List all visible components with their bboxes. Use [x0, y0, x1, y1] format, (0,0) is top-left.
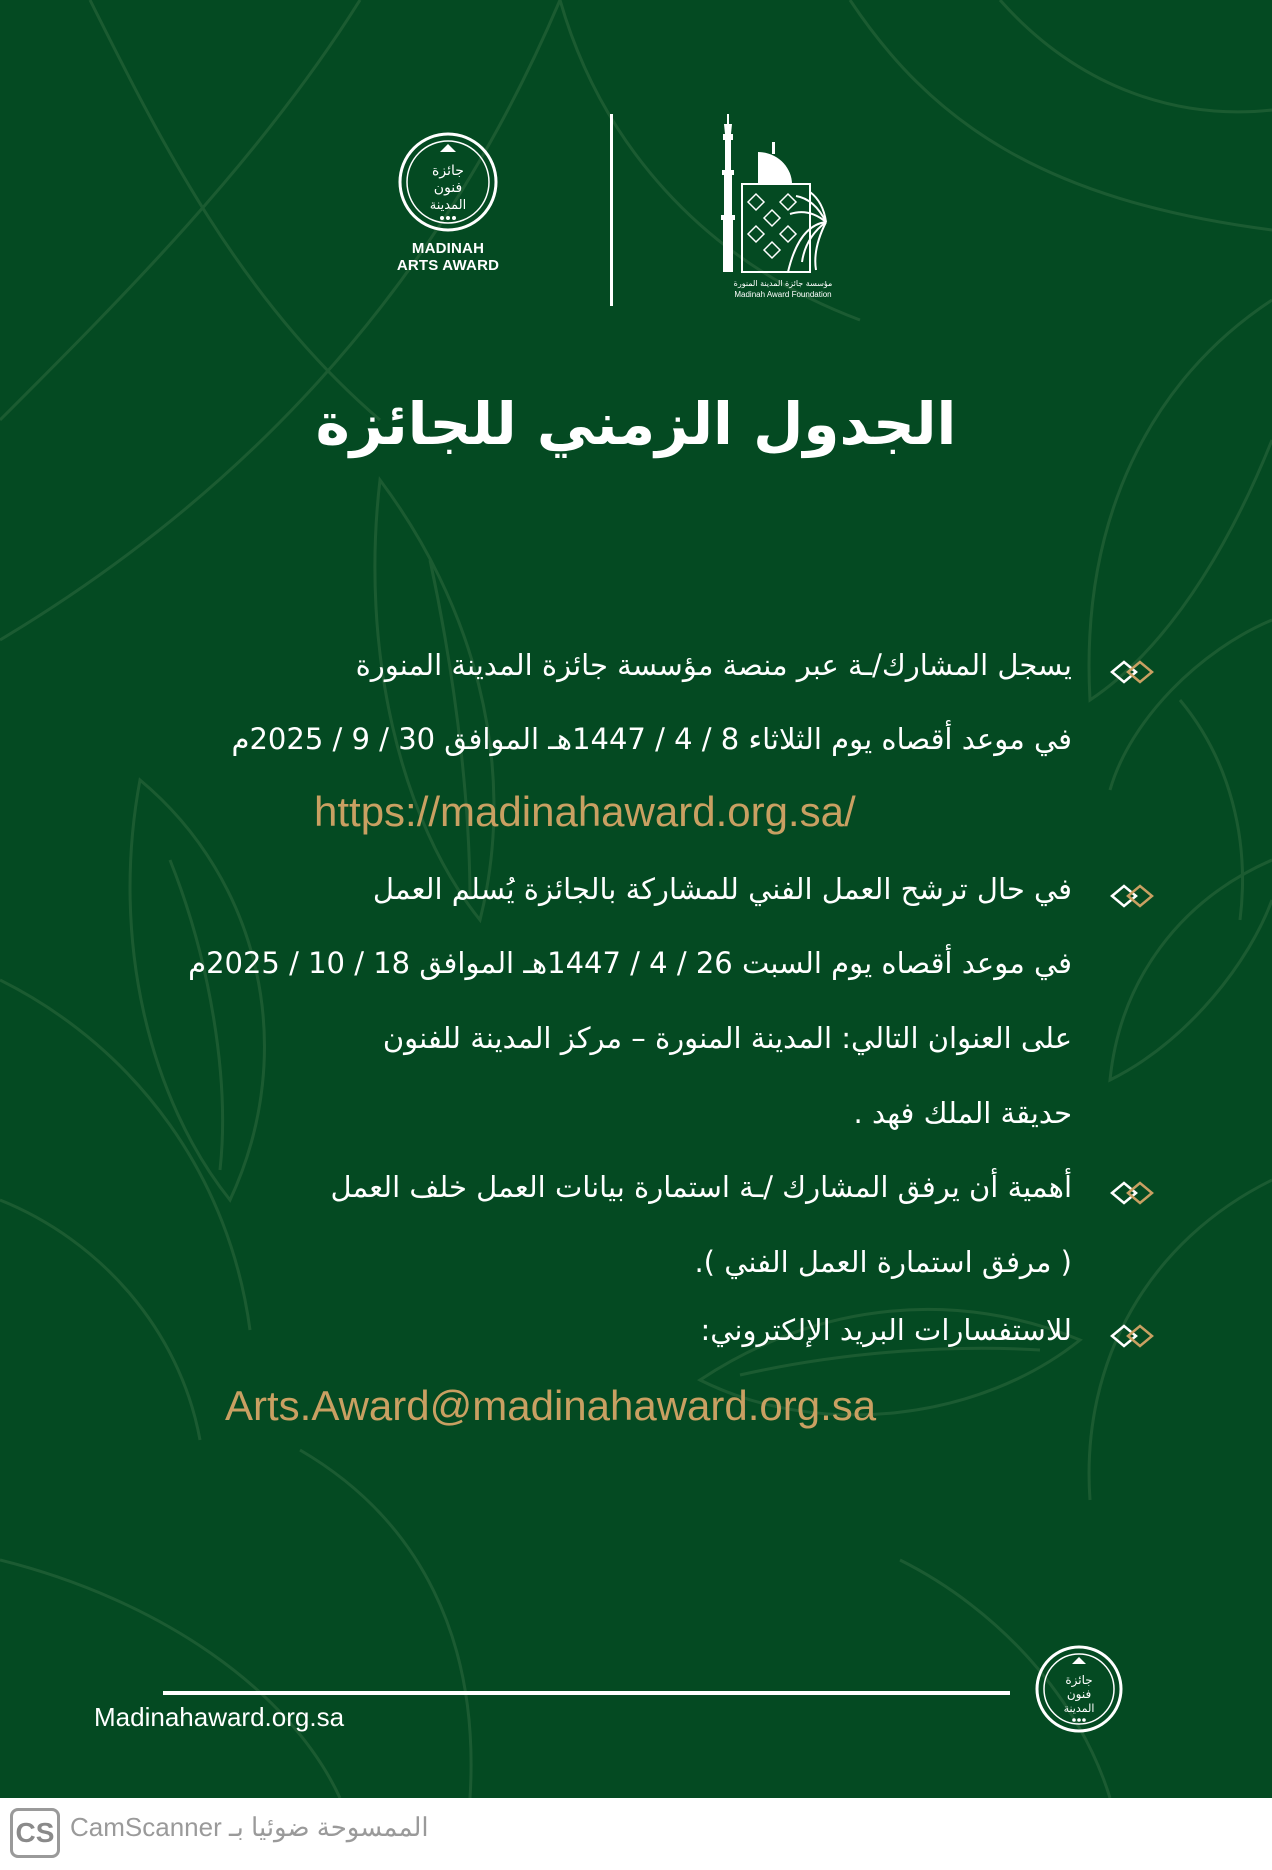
- item2-line3: على العنوان التالي: المدينة المنورة – مركز المدينة للفنون: [382, 1021, 1072, 1055]
- double-diamond-bullet-icon: [1108, 1322, 1156, 1350]
- foundation-name-english: Madinah Award Foundation: [734, 290, 832, 299]
- footer-seal-line2: فنون: [1066, 1687, 1092, 1701]
- arts-seal-line1: جائزة: [432, 163, 464, 179]
- page-title: الجدول الزمني للجائزة: [315, 390, 957, 458]
- arts-seal-line3: المدينة: [429, 198, 467, 213]
- footer-url[interactable]: Madinahaward.org.sa: [94, 1702, 345, 1732]
- arts-award-name-line2: ARTS AWARD: [396, 257, 500, 274]
- foundation-name-arabic: مؤسسة جائزة المدينة المنورة: [733, 279, 833, 288]
- camscanner-watermark-text: CamScanner الممسوحة ضوئيا بـ: [70, 1812, 429, 1842]
- double-diamond-bullet-icon: [1108, 882, 1156, 910]
- camscanner-logo: CS: [10, 1808, 60, 1858]
- item2-line4: حديقة الملك فهد .: [853, 1096, 1072, 1130]
- item3-line2: ( مرفق استمارة العمل الفني ).: [694, 1245, 1072, 1279]
- arts-seal-line2: فنون: [433, 180, 463, 196]
- footer-seal-line1: جائزة: [1065, 1673, 1093, 1687]
- footer-seal-line3: المدينة: [1063, 1702, 1095, 1715]
- item3-line1: أهمية أن يرفق المشارك /ـة استمارة بيانات العمل خلف العمل: [330, 1170, 1072, 1204]
- footer-divider: [163, 1691, 1010, 1695]
- footer-arts-seal-icon: [1034, 1644, 1124, 1734]
- arts-award-name-line1: MADINAH: [411, 240, 485, 257]
- item1-line2: في موعد أقصاه يوم الثلاثاء 8 / 4 / 1447هـ الموافق 30 / 9 / 2025م: [231, 722, 1072, 756]
- double-diamond-bullet-icon: [1108, 658, 1156, 686]
- item1-line1: يسجل المشارك/ـة عبر منصة مؤسسة جائزة المدينة المنورة: [355, 648, 1072, 682]
- item2-line1: في حال ترشح العمل الفني للمشاركة بالجائزة يُسلم العمل: [372, 872, 1072, 906]
- contact-email-link[interactable]: Arts.Award@madinahaward.org.sa: [225, 1382, 877, 1429]
- double-diamond-bullet-icon: [1108, 1179, 1156, 1207]
- item4-line1: للاستفسارات البريد الإلكتروني:: [700, 1313, 1072, 1347]
- registration-link[interactable]: https://madinahaward.org.sa/: [314, 788, 856, 835]
- item2-line2: في موعد أقصاه يوم السبت 26 / 4 / 1447هـ الموافق 18 / 10 / 2025م: [188, 946, 1072, 980]
